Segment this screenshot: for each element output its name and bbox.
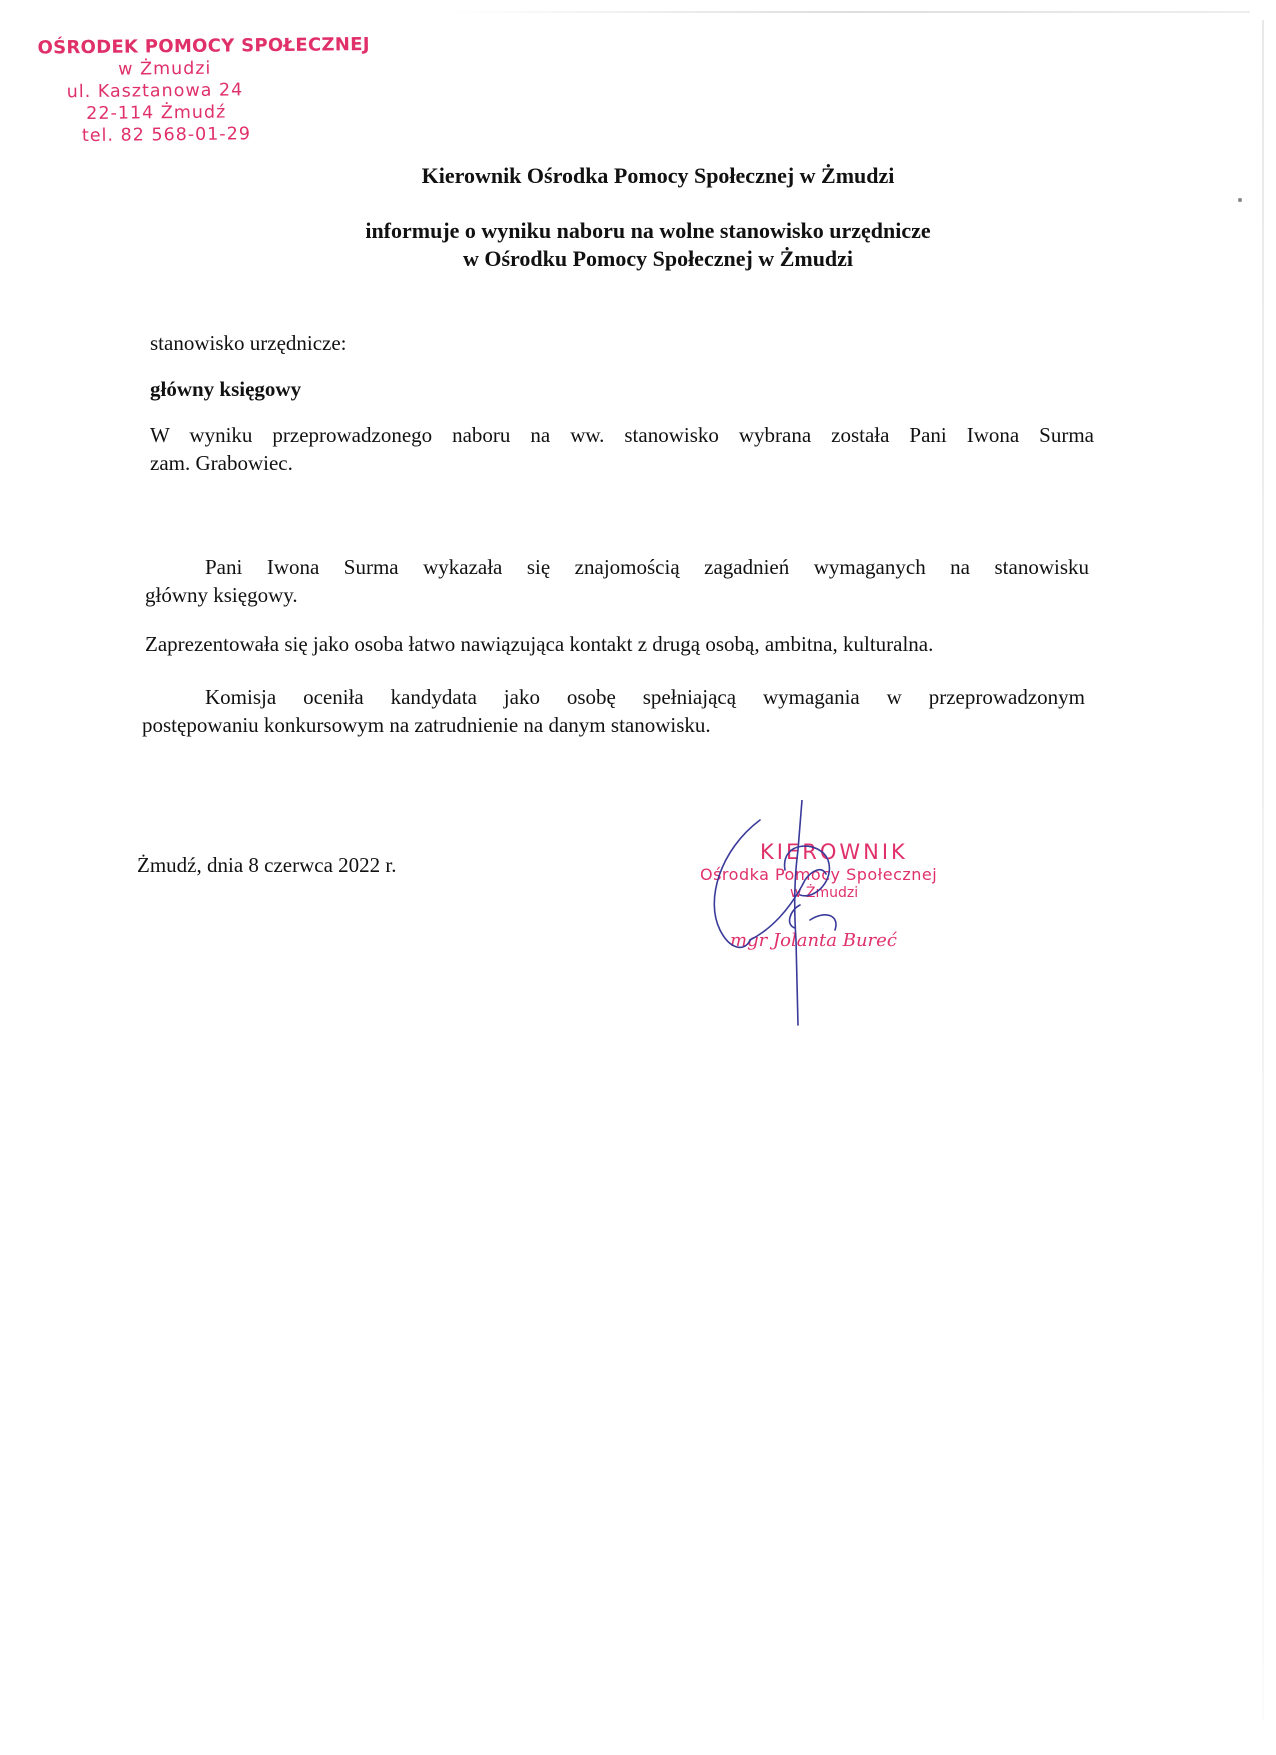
institution-stamp <box>37 34 370 147</box>
document-subtitle-line1: informuje o wyniku naboru na wolne stanowisko urzędnicze <box>365 218 931 243</box>
personality-statement: Zaprezentowała się jako osoba łatwo nawiązująca kontakt z drugą osobą, ambitna, kulturalna. <box>145 632 934 656</box>
scan-speck <box>1238 198 1242 202</box>
scan-edge-top <box>450 11 1250 13</box>
stamp-director-title: KIEROWNIK <box>760 840 908 864</box>
scan-edge-right <box>1262 20 1264 1720</box>
date-place: Żmudź, dnia 8 czerwca 2022 r. <box>137 853 397 877</box>
stamp-director-name: mgr Jolanta Bureć <box>730 930 897 951</box>
position-label: stanowisko urzędnicze: <box>150 331 347 355</box>
stamp-postal: 22-114 Żmudź <box>86 102 227 124</box>
result-line-1: W wyniku przeprowadzonego naboru na ww. stanowisko wybrana została Pani Iwona Surma <box>150 423 1094 447</box>
document-title: Kierownik Ośrodka Pomocy Społecznej w Żmudzi <box>421 163 895 188</box>
stamp-director-location: w Żmudzi <box>790 885 859 901</box>
stamp-institution-name: OŚRODEK POMOCY SPOŁECZNEJ <box>37 34 370 59</box>
result-line-2: zam. Grabowiec. <box>150 451 293 475</box>
position-name: główny księgowy <box>150 377 302 401</box>
stamp-director-org: Ośrodka Pomocy Społecznej <box>700 865 938 884</box>
stamp-location: w Żmudzi <box>118 58 212 80</box>
stamp-phone: tel. 82 568-01-29 <box>81 123 252 146</box>
knowledge-line-1: Pani Iwona Surma wykazała się znajomością zagadnień wymaganych na stanowisku <box>205 555 1089 579</box>
commission-line-1: Komisja oceniła kandydata jako osobę spełniającą wymagania w przeprowadzonym <box>205 685 1085 709</box>
document-subtitle-line2: w Ośrodku Pomocy Społecznej w Żmudzi <box>462 246 854 271</box>
handwritten-signature <box>690 800 920 1030</box>
commission-line-2: postępowaniu konkursowym na zatrudnienie na danym stanowisku. <box>142 713 711 737</box>
stamp-street: ul. Kasztanowa 24 <box>66 79 244 102</box>
knowledge-line-2: główny księgowy. <box>145 583 298 607</box>
